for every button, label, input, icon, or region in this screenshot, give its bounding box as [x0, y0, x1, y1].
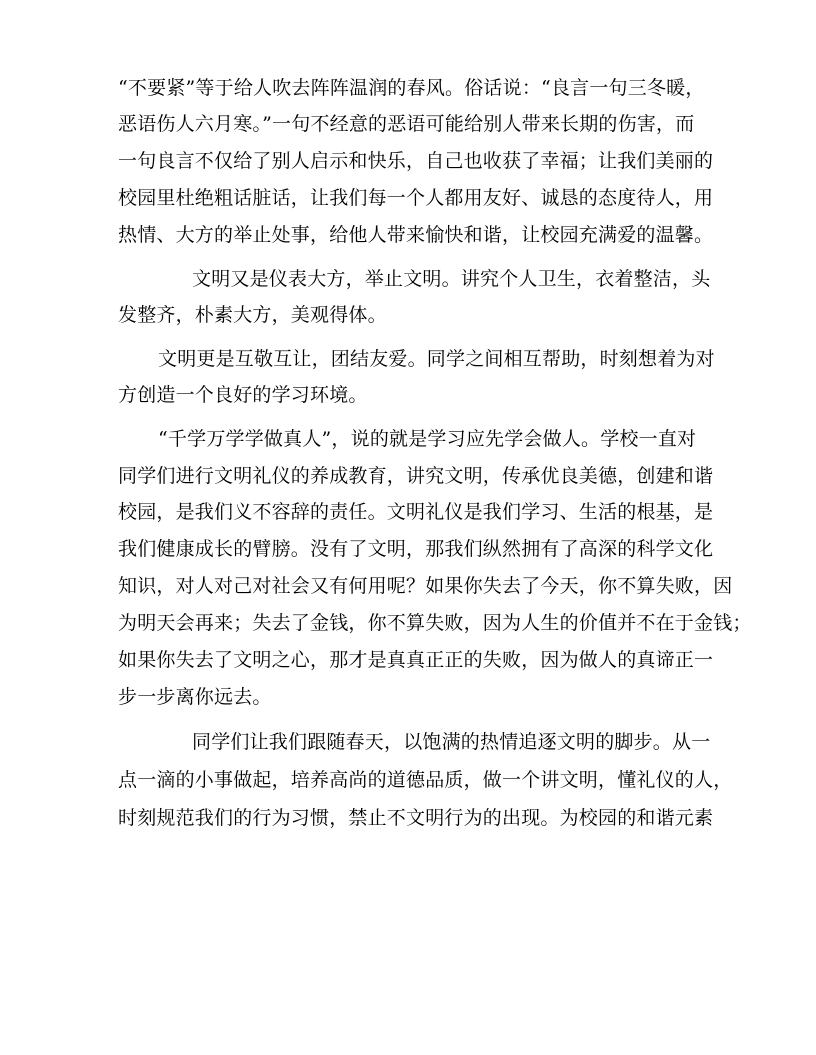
- text-line: 热情、大方的举止处事，给他人带来愉快和谐，让校园充满爱的温馨。: [118, 224, 714, 246]
- text-line: 文明又是仪表大方，举止文明。讲究个人卫生，衣着整洁，头: [192, 268, 711, 290]
- text-line: 发整齐，朴素大方，美观得体。: [118, 304, 387, 326]
- text-line: 同学们进行文明礼仪的养成教育，讲究文明，传承优良美德，创建和谐: [118, 465, 714, 487]
- text-line: 同学们让我们跟随春天，以饱满的热情追逐文明的脚步。从一: [192, 731, 711, 753]
- text-line: 时刻规范我们的行为习惯，禁止不文明行为的出现。为校园的和谐元素: [118, 807, 714, 829]
- text-line: 为明天会再来；失去了金钱，你不算失败，因为人生的价值并不在于金钱；: [118, 612, 752, 634]
- text-line: “千学万学学做真人”，说的就是学习应先学会做人。学校一直对: [158, 428, 697, 450]
- text-line: 知识，对人对己对社会又有何用呢？如果你失去了今天，你不算失败，因: [118, 575, 733, 597]
- text-line: 校园，是我们义不容辞的责任。文明礼仪是我们学习、生活的根基，是: [118, 501, 714, 523]
- text-line: 如果你失去了文明之心，那才是真真正正的失败，因为做人的真谛正一: [118, 649, 714, 671]
- text-line: 文明更是互敬互让，团结友爱。同学之间相互帮助，时刻想着为对: [158, 348, 715, 370]
- text-line: 我们健康成长的臂膀。没有了文明，那我们纵然拥有了高深的科学文化: [118, 538, 714, 560]
- text-line: 方创造一个良好的学习环境。: [118, 384, 368, 406]
- text-line: 恶语伤人六月寒。”一句不经意的恶语可能给别人带来长期的伤害，而: [118, 113, 695, 135]
- text-line: 步一步离你远去。: [118, 686, 272, 708]
- text-line: “不要紧”等于给人吹去阵阵温润的春风。俗话说：“良言一句三冬暖，: [118, 77, 705, 99]
- text-line: 校园里杜绝粗话脏话，让我们每一个人都用友好、诚恳的态度待人，用: [118, 187, 714, 209]
- text-line: 一句良言不仅给了别人启示和快乐，自己也收获了幸福；让我们美丽的: [118, 150, 714, 172]
- text-line: 点一滴的小事做起，培养高尚的道德品质，做一个讲文明，懂礼仪的人，: [118, 769, 733, 791]
